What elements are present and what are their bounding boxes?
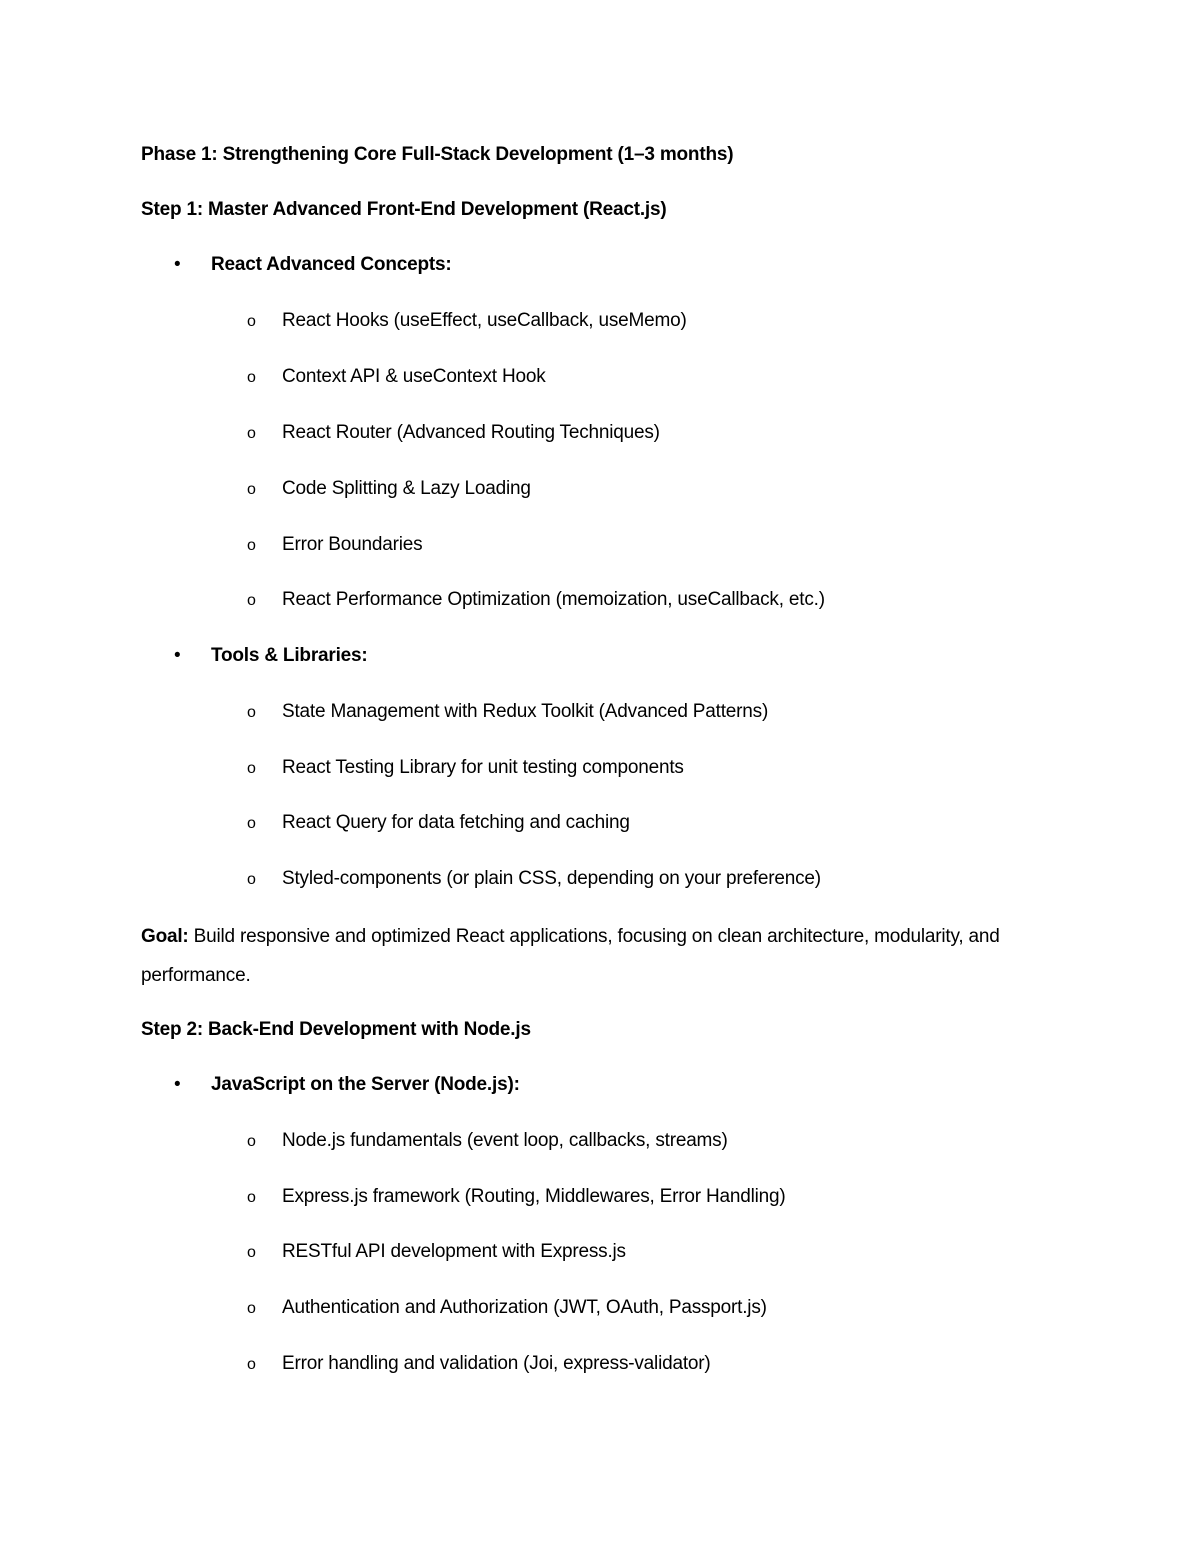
list-item: RESTful API development with Express.js [282,1241,626,1262]
sub-bullet-marker: o [247,425,256,442]
step1-title: Step 1: Master Advanced Front-End Development (React.js) [141,199,667,220]
sub-bullet-marker: o [247,481,256,498]
sub-bullet-marker: o [247,871,256,888]
sub-bullet-marker: o [247,760,256,777]
sub-bullet-marker: o [247,1356,256,1373]
list-item: Styled-components (or plain CSS, depending on your preference) [282,868,821,889]
goal-label: Goal: [141,926,189,947]
sub-bullet-marker: o [247,1189,256,1206]
list-item: React Router (Advanced Routing Techniques) [282,422,660,443]
list-item: State Management with Redux Toolkit (Advanced Patterns) [282,701,769,722]
sub-bullet-marker: o [247,1133,256,1150]
sub-bullet-marker: o [247,1244,256,1261]
group-heading-javascript-server: JavaScript on the Server (Node.js): [211,1074,520,1095]
list-item: React Hooks (useEffect, useCallback, useMemo) [282,310,687,331]
list-item: Express.js framework (Routing, Middlewares, Error Handling) [282,1186,786,1207]
bullet-marker: • [174,254,181,275]
step2-title: Step 2: Back-End Development with Node.js [141,1019,531,1040]
sub-bullet-marker: o [247,1300,256,1317]
goal-paragraph [141,917,1061,995]
list-item: Node.js fundamentals (event loop, callbacks, streams) [282,1130,728,1151]
sub-bullet-marker: o [247,537,256,554]
group-heading-tools-libraries: Tools & Libraries: [211,645,368,666]
list-item: Code Splitting & Lazy Loading [282,478,531,499]
sub-bullet-marker: o [247,369,256,386]
list-item: React Performance Optimization (memoization, useCallback, etc.) [282,589,825,610]
bullet-marker: • [174,1074,181,1095]
goal-text: Build responsive and optimized React applications, focusing on clean architecture, modularity, and performance. [141,926,1000,986]
phase-title: Phase 1: Strengthening Core Full-Stack Development (1–3 months) [141,144,734,165]
list-item: Error handling and validation (Joi, express-validator) [282,1353,711,1374]
list-item: Authentication and Authorization (JWT, OAuth, Passport.js) [282,1297,767,1318]
list-item: React Testing Library for unit testing components [282,757,684,778]
sub-bullet-marker: o [247,815,256,832]
list-item: Error Boundaries [282,534,423,555]
bullet-marker: • [174,645,181,666]
list-item: Context API & useContext Hook [282,366,546,387]
group-heading-react-advanced: React Advanced Concepts: [211,254,452,275]
list-item: React Query for data fetching and caching [282,812,630,833]
sub-bullet-marker: o [247,704,256,721]
sub-bullet-marker: o [247,592,256,609]
sub-bullet-marker: o [247,313,256,330]
